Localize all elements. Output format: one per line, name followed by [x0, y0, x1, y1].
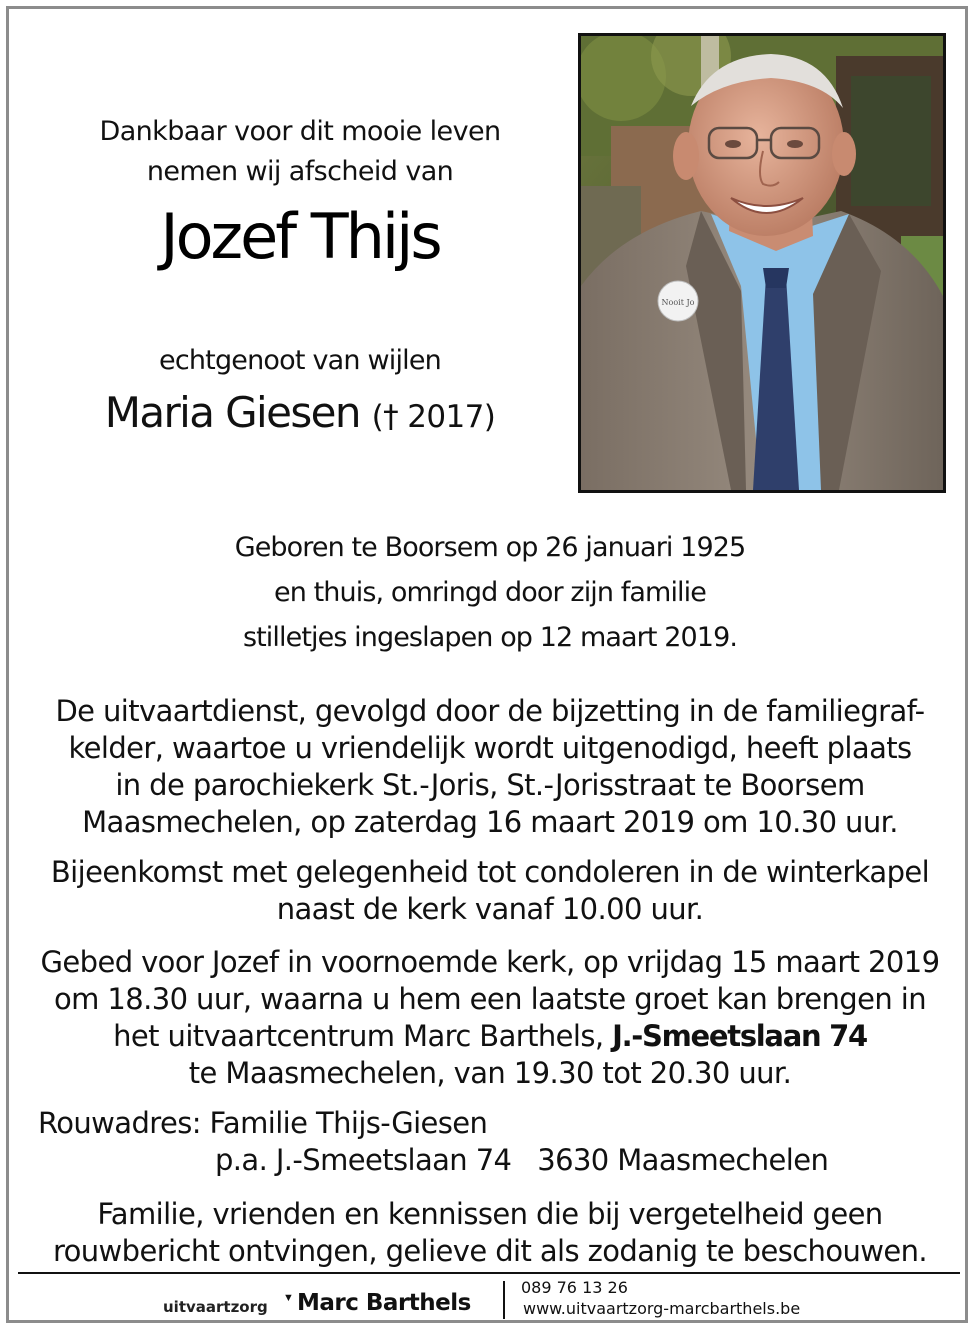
prayer-line-3a: het uitvaartcentrum Marc Barthels, — [113, 1019, 613, 1053]
brand-name: Marc Barthels — [297, 1290, 471, 1316]
funeral-line-4: Maasmechelen, op zaterdag 16 maart 2019 om 10.30 uur. — [82, 805, 898, 839]
notice-line-1: Familie, vrienden en kennissen die bij vergetelheid geen — [97, 1197, 883, 1231]
notice-line-2: rouwbericht ontvingen, gelieve dit als zodanig te beschouwen. — [52, 1234, 928, 1268]
prayer-text — [20, 944, 960, 1092]
funeral-line-2: kelder, waartoe u vriendelijk wordt uitgenodigd, heeft plaats — [68, 731, 912, 765]
footer-separator — [503, 1281, 505, 1319]
spouse-line — [40, 388, 560, 437]
intro-line-2: nemen wij afscheid van — [146, 156, 454, 187]
intro-line-1: Dankbaar voor dit mooie leven — [99, 116, 501, 147]
mourning-address-line-1: Rouwadres: Familie Thijs-Giesen — [38, 1106, 488, 1140]
birth-death-text — [20, 525, 960, 660]
funeral-line-1: De uitvaartdienst, gevolgd door de bijzetting in de familiegraf- — [55, 694, 925, 728]
prayer-line-4: te Maasmechelen, van 19.30 tot 20.30 uur. — [188, 1056, 792, 1090]
mourning-address-line-2: p.a. J.-Smeetslaan 74 3630 Maasmechelen — [215, 1143, 829, 1177]
footer-divider — [18, 1272, 960, 1274]
gathering-line-2: naast de kerk vanaf 10.00 uur. — [276, 892, 704, 926]
phone-number: 089 76 13 26 — [521, 1278, 628, 1297]
spouse-death-year: († 2017) — [371, 399, 496, 435]
prayer-line-1: Gebed voor Jozef in voornoemde kerk, op vrijdag 15 maart 2019 — [40, 945, 940, 979]
website-link[interactable]: www.uitvaartzorg-marcbarthels.be — [523, 1299, 801, 1318]
deceased-name: Jozef Thijs — [160, 200, 440, 273]
gathering-text — [20, 854, 960, 928]
gathering-line-1: Bijeenkomst met gelegenheid tot condoleren in de winterkapel — [50, 855, 930, 889]
prayer-line-3 — [20, 1018, 960, 1055]
notice-text — [20, 1196, 960, 1270]
born-line-2: en thuis, omringd door zijn familie — [274, 577, 706, 608]
born-line-1: Geboren te Boorsem op 26 januari 1925 — [234, 532, 746, 563]
funeral-text — [20, 693, 960, 841]
funeral-line-3: in de parochiekerk St.-Joris, St.-Jorisstraat te Boorsem — [115, 768, 865, 802]
prayer-line-2: om 18.30 uur, waarna u hem een laatste groet kan brengen in — [53, 982, 926, 1016]
brand-triangle-icon: ▼ — [283, 1292, 294, 1304]
badge-text: Nooit Jo — [661, 298, 695, 307]
born-line-3: stilletjes ingeslapen op 12 maart 2019. — [242, 622, 738, 653]
brand-prefix: uitvaartzorg — [163, 1298, 268, 1316]
spouse-name: Maria Giesen — [104, 388, 360, 437]
prayer-address-bold: J.-Smeetslaan 74 — [612, 1019, 867, 1053]
spouse-label: echtgenoot van wijlen — [159, 345, 441, 376]
portrait-photo — [578, 33, 946, 493]
